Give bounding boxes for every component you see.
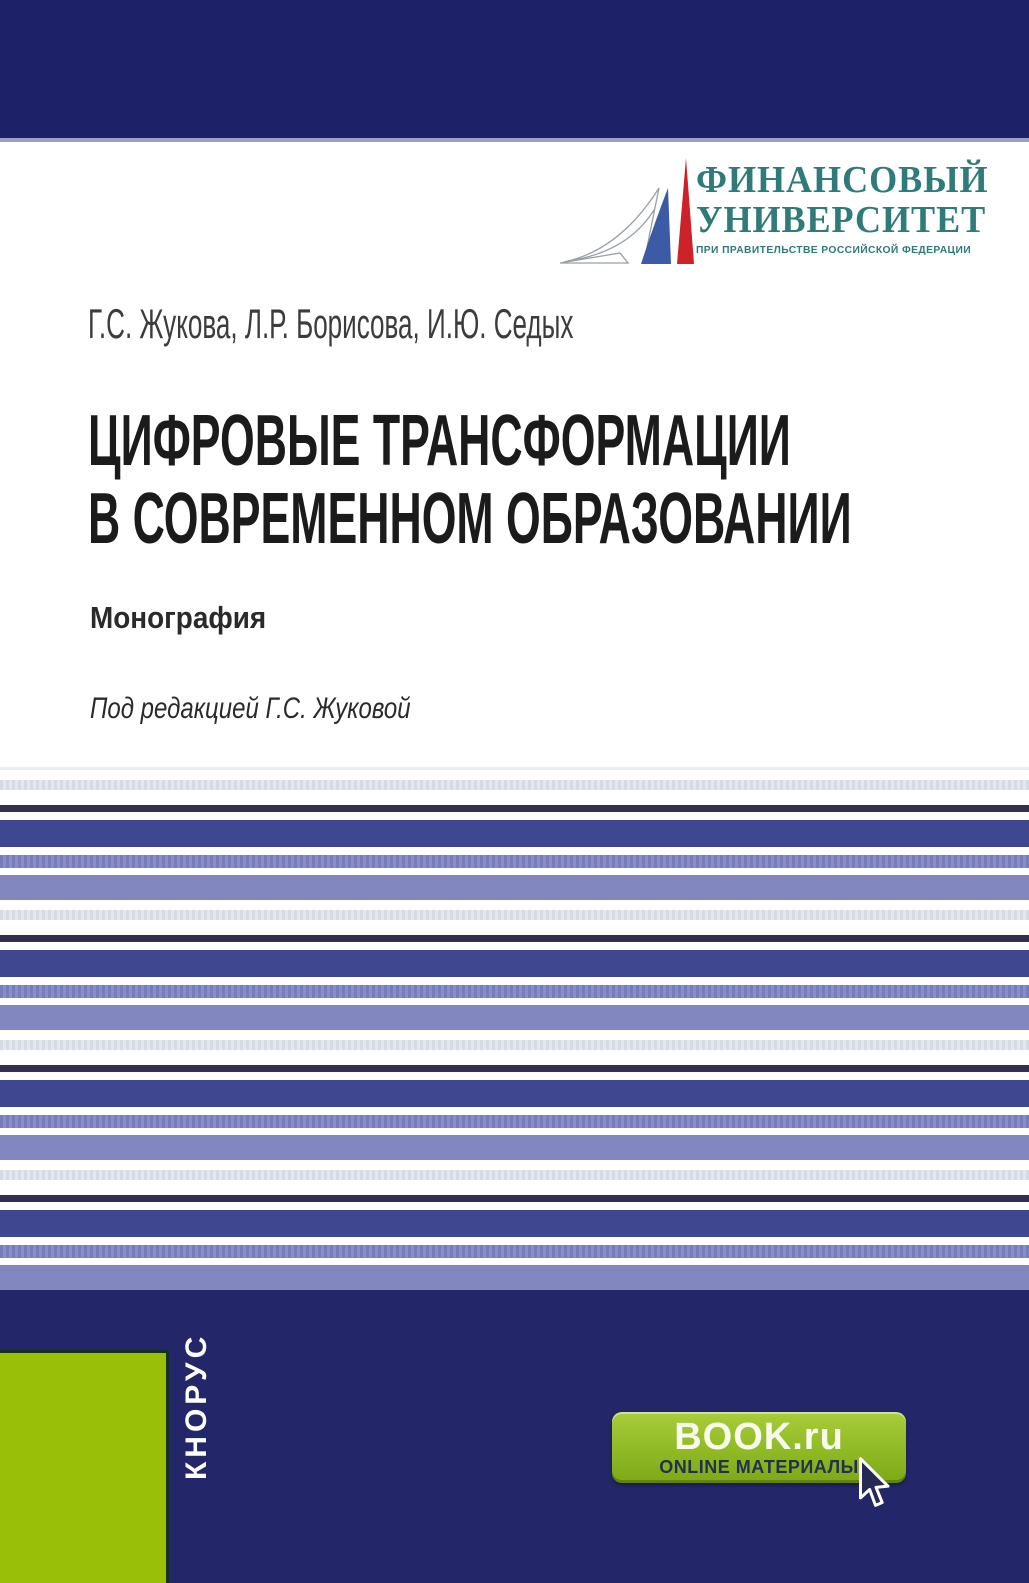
stripe [0,875,1029,900]
logo-name-line1: ФИНАНСОВЫЙ [696,159,989,201]
stripe [0,1195,1029,1202]
stripe [0,767,1029,770]
knorus-green-block [0,1350,169,1583]
stripe [0,1160,1029,1170]
authors-line: Г.С. Жукова, Л.Р. Борисова, И.Ю. Седых [88,300,574,347]
stripe [0,1135,1029,1160]
stripe [0,820,1029,847]
stripe [0,855,1029,868]
financial-university-logo [558,150,989,270]
stripe [0,1115,1029,1128]
stripe [0,1065,1029,1072]
top-navy-band [0,0,1029,138]
stripe [0,1180,1029,1195]
stripe [0,1237,1029,1245]
stripe [0,847,1029,855]
stripe [0,1030,1029,1040]
book-title-line1: ЦИФРОВЫЕ ТРАНСФОРМАЦИИ [88,401,791,481]
stripe [0,900,1029,910]
stripe [0,1050,1029,1065]
stripe [0,977,1029,985]
stripe [0,920,1029,935]
stripe [0,1265,1029,1290]
stripe [0,910,1029,920]
stripe [0,935,1029,942]
stripe [0,942,1029,950]
stripe [0,1245,1029,1258]
stripe [0,1040,1029,1050]
logo-subtitle: ПРИ ПРАВИТЕЛЬСТВЕ РОССИЙСКОЙ ФЕДЕРАЦИИ [696,244,972,256]
stripe [0,1202,1029,1210]
stripe [0,1080,1029,1107]
editor-line: Под редакцией Г.С. Жуковой [90,692,411,725]
stripe [0,1005,1029,1030]
mouse-cursor-icon [858,1456,898,1513]
stripe [0,868,1029,875]
logo-name-line2: УНИВЕРСИТЕТ [696,199,987,241]
bookru-button-subtitle: ONLINE МАТЕРИАЛЫ [659,1457,859,1477]
stripe [0,950,1029,977]
stripe [0,1072,1029,1080]
stripe [0,1210,1029,1237]
stripe [0,1128,1029,1135]
stripe [0,1107,1029,1115]
stripe [0,805,1029,812]
university-sail-emblem-icon [558,152,696,267]
book-title-line2: В СОВРЕМЕННОМ ОБРАЗОВАНИИ [88,479,852,559]
stripe [0,1170,1029,1180]
stripe-pattern [0,765,1029,1290]
edition-type-label: Монография [90,600,267,635]
stripe [0,1258,1029,1265]
stripe [0,812,1029,820]
bookru-button-title: BOOK.ru [674,1416,844,1458]
top-band-edge-line [0,138,1029,142]
publisher-logo-knorus: КНОРУС [180,1332,213,1480]
stripe [0,998,1029,1005]
stripe [0,790,1029,805]
stripe [0,985,1029,998]
stripe [0,780,1029,790]
